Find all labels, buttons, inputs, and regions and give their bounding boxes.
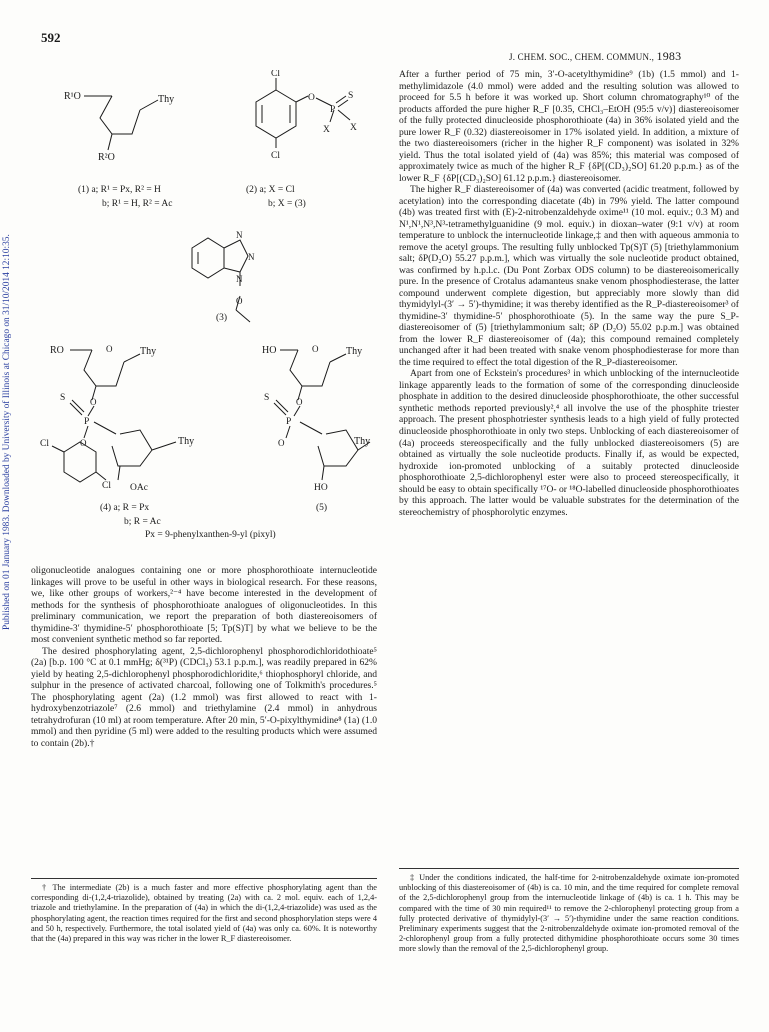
left-paragraph: oligonucleotide analogues containing one or more phosphorothioate internucleotide linkages will prove to be useful in other ways in biological research. For these reasons, we, like other groups of workers,²⁻⁴ have become interested in the development of methods for the synthesis of phosphorothioate analogues of oligonucleotides. In this preliminary communication, we report the preparation of both diastereoisomers of thymidine-3′ thymidine-5′ phosphorothioate [5; Tp(S)T] by what we believe to be the most convenient synthetic method so far reported. xyxy=(31,565,377,646)
footnote-rule-left xyxy=(31,878,377,879)
c4-ro: RO xyxy=(50,345,64,356)
c4-caption-b: b; R = Ac xyxy=(124,517,161,527)
journal-year: 1983 xyxy=(656,49,682,63)
c4-s: S xyxy=(60,393,66,403)
footnote-rule-right xyxy=(399,868,739,869)
c4-cl1: Cl xyxy=(40,439,49,449)
c5-o-minus: O xyxy=(278,438,285,448)
journal-name: J. CHEM. SOC., CHEM. COMMUN., xyxy=(509,52,655,62)
c4-p: P xyxy=(84,417,90,427)
footnote-right xyxy=(399,873,739,955)
c5-p: P xyxy=(286,417,292,427)
c2-x1: X xyxy=(323,125,330,135)
c5-caption: (5) xyxy=(316,503,328,513)
c5-ring-o1: O xyxy=(312,344,319,354)
c2-o: O xyxy=(308,93,315,103)
c4-oac: OAc xyxy=(130,483,148,493)
c1-r2o: R²O xyxy=(98,152,115,163)
right-column xyxy=(399,69,739,518)
c5-s: S xyxy=(264,393,270,403)
right-paragraph: After a further period of 75 min, 3′-O-acetylthymidine⁹ (1b) (1.5 mmol) and 1-methylimidazole (4.0 mmol) were added and the resulting solution was allowed to proceed for 5.5 h before it was worked up. Short column chromatography¹⁰ of the products afforded the pure higher R_F [0.35, CHCl₃–EtOH (95:5 v/v)] diastereoisomer of the fully protected dinucleoside phosphorothioate (4a) in 36% isolated yield and the pure lower R_F (0.32) diastereoisomer in 17% isolated yield. In addition, a mixture of the two diastereoisomers (richer in the higher R_F component) was isolated in 32% yield. Thus the total isolated yield of (4a) was 85%; this material was composed of approximately twice as much of the higher R_F {δP[(CD₃)₂SO] 61.20 p.p.m.} as of the lower R_F {δP[(CD₃)₂SO] 61.12 p.p.m.} diastereoisomer. xyxy=(399,69,739,184)
left-paragraph: The desired phosphorylating agent, 2,5-dichlorophenyl phosphorodichloridothioate⁵ (2a) [b.p. 100 °C at 0.1 mmHg; δ(³¹P) (CDCl₃) 53.1 p.p.m.], was readily prepared in 62% yield by heating 2,5-dichlorophenyl phosphorodichloridite,⁶ thiophosphoryl chloride, and sulphur in the presence of activated charcoal, following one of Tolkmith's procedures.⁵ The phosphorylating agent (2a) (1.2 mmol) was first allowed to react with 1-hydroxybenzotriazole⁷ (2.6 mmol) and triethylamine (2.4 mmol) in anhydrous tetrahydrofuran (10 ml) at room temperature. After 20 min, 5′-O-pixylthymidine⁸ (1a) (1.0 mmol) and then pyridine (5 ml) were added to the resulting products which were assumed to contain (2b).† xyxy=(31,645,377,749)
c2-caption-b: b; X = (3) xyxy=(268,199,306,209)
c3-n3: N xyxy=(236,274,243,284)
c5-ho-bottom: HO xyxy=(314,483,328,493)
c4-ring-o1: O xyxy=(106,344,113,354)
footnote-left xyxy=(31,883,377,944)
c5-ho-top: HO xyxy=(262,345,277,356)
right-paragraph: Apart from one of Eckstein's procedures³ in which unblocking of the internucleotide linkage apparently leads to the formation of some of the corresponding dinucleoside phosphate in addition to the desired dinucleoside phosphorothioate, the other successful synthetic methods reported previously²,⁴ all involve the use of the phosphite triester approach. The present phosphotriester synthesis leads to a high yield of fully protected dinucleoside phosphorothioate in only two steps. Unblocking of each diastereoisomer of (4a) proceeds stereospecifically and the fully unblocked diastereoisomers (5) are obtained as virtually the sole nucleotide products. Finally if, as would be expected, hydroxide ion-promoted unblocking of a suitably protected dinucleoside phosphorothioate 2,5-dichlorophenyl ester were also to proceed stereospecifically, it should be easy to obtain specifically ¹⁷O- or ¹⁸O-labelled dinucleoside phosphorothioates by this approach. The latter would be valuable substrates for the determination of the stereochemistry of phosphorolytic enzymes. xyxy=(399,368,739,518)
c2-p: P xyxy=(330,105,336,115)
pixyl-definition: Px = 9-phenylxanthen-9-yl (pixyl) xyxy=(145,530,276,540)
c4-o3: O xyxy=(80,438,87,448)
c2-cl-bottom: Cl xyxy=(271,151,280,161)
c5-o2: O xyxy=(296,397,303,407)
left-column xyxy=(31,565,377,749)
c1-caption-a: (1) a; R¹ = Px, R² = H xyxy=(78,185,161,195)
c2-x2: X xyxy=(350,123,357,133)
c4-thy2: Thy xyxy=(178,436,195,447)
c3-o: O xyxy=(236,296,243,306)
c4-thy1: Thy xyxy=(140,346,157,357)
download-watermark: Published on 01 January 1983. Downloaded by University of Illinois at Chicago on 31/10/2014 12:10:35. xyxy=(2,234,12,630)
page-number: 592 xyxy=(41,30,61,45)
c5-thy1: Thy xyxy=(346,346,363,357)
journal-header xyxy=(509,49,681,64)
c2-cl-top: Cl xyxy=(271,70,280,79)
c3-n2: N xyxy=(248,252,255,262)
c2-s: S xyxy=(348,91,354,101)
c3-n1: N xyxy=(236,230,243,240)
c5-thy2: Thy xyxy=(354,436,371,447)
c1-thy: Thy xyxy=(158,94,175,105)
c4-caption-a: (4) a; R = Px xyxy=(100,503,150,513)
c1-r1o: R¹O xyxy=(64,91,81,102)
c1-caption-b: b; R¹ = H, R² = Ac xyxy=(102,199,173,209)
right-paragraph: The higher R_F diastereoisomer of (4a) was converted (acidic treatment, followed by acetylation) into the corresponding diacetate (4b) in 79% yield. The latter compound (4b) was treated first with (E)-2-nitrobenzaldehyde oxime¹¹ (10 mol. equiv.; 0.3 M) and N¹,N¹,N³,N³-tetramethylguanidine (9 mol. equiv.) in dioxan–water (9:1 v/v) at room temperature to unblock the internucleotide linkage,‡ and then with aqueous ammonia to remove the acetyl groups. The resulting fully unblocked Tp(S)T (5) [triethylammonium salt; δP(D₂O) 55.27 p.p.m.], which was virtually the sole nucleotide product obtained, was confirmed by h.p.l.c. (Du Pont Zorbax ODS column) to be diastereoisomerically pure. In the presence of Crotalus adamanteus snake venom phosphodiesterase, the latter compound underwent complete digestion, but appreciably more slowly than did thymidylyl-(3′ → 5′)-thymidine; it was thereby identified as the R_P-diastereoisomer³ of thymidine-3′ thymidine-5′ phosphorothioate (5). In the same way the pure S_P-diastereoisomer of (5) [triethylammonium salt; δP (D₂O) 55.02 p.p.m.] was obtained from the lower R_F diastereoisomer of (4a); this compound remained completely unchanged after it had been treated with snake venom phosphodiesterase for more than the time required to effect the total digestion of the R_P-diastereoisomer. xyxy=(399,184,739,368)
footnote-dagger: † The intermediate (2b) is a much faster and more effective phosphorylating agent than the corresponding di-(1,2,4-triazolide), obtained by treating (2a) with ca. 2 mol. equiv. each of 1,2,4-triazole and triethylamine. In the preparation of (4a) in which the di-(1,2,4-triazolide) was used as the phosphorylating agent, the reaction times required for the first and second phosphorylation steps were 4 and 50 h, respectively. Furthermore, the total isolated yield of (4a) was only ca. 60%. It is noteworthy that the (4a) prepared in this way was richer in the lower R_F diastereoisomer. xyxy=(31,883,377,944)
footnote-double-dagger: ‡ Under the conditions indicated, the half-time for 2-nitrobenzaldehyde oximate ion-promoted unblocking of this diastereoisomer of (4b) is ca. 10 min, and the time required for complete removal of the 2,5-dichlorophenyl group from the internucleotide linkage of (4b) is ca. 1 h. This may be compared with the time of 30 min required¹¹ to remove the 2-chlorophenyl protecting group from a fully protected derivative of thymidylyl-(3′ → 5′)-thymidine under the same reaction conditions. Preliminary experiments suggest that the 2-nitrobenzaldehyde oximate ion-promoted removal of the 2-chlorophenyl group from a fully protected dithymidine phosphorothioate occurs some 30 times more slowly than the removal of the 2,5-dichlorophenyl group. xyxy=(399,873,739,954)
c2-caption-a: (2) a; X = Cl xyxy=(246,185,295,195)
c3-caption: (3) xyxy=(216,313,228,323)
chemical-scheme xyxy=(40,70,380,530)
c4-cl2: Cl xyxy=(102,481,111,491)
c4-o2: O xyxy=(90,397,97,407)
